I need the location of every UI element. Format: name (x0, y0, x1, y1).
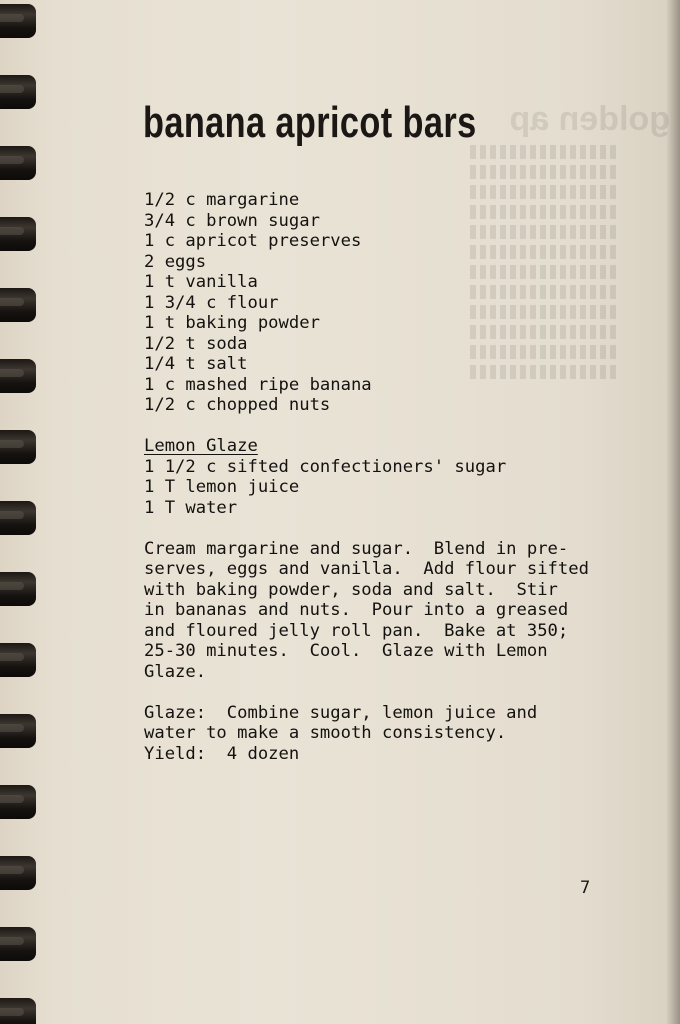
spiral-coil (0, 501, 36, 535)
ingredient-item: 1/4 t salt (144, 354, 248, 374)
spiral-coil (0, 998, 36, 1024)
ingredient-item: 1 c apricot preserves (144, 231, 362, 251)
spiral-binding (0, 0, 40, 1024)
spiral-coil (0, 146, 36, 180)
instruction-line: 25-30 minutes. Cool. Glaze with Lemon (144, 641, 548, 661)
spiral-coil (0, 572, 36, 606)
instructions-paragraph (144, 539, 604, 683)
glaze-heading: Lemon Glaze (144, 436, 258, 456)
ingredient-item: 3/4 c brown sugar (144, 210, 320, 231)
ingredient-item: 1 3/4 c flour (144, 292, 279, 313)
glaze-section (144, 436, 604, 518)
spiral-coil (0, 714, 36, 748)
bleed-through-title: golden ap (509, 100, 670, 138)
glaze-ingredient-item: 1 T lemon juice (144, 477, 300, 497)
spiral-coil (0, 927, 36, 961)
spiral-coil (0, 75, 36, 109)
spiral-coil (0, 785, 36, 819)
spiral-coil (0, 643, 36, 677)
page-number: 7 (580, 878, 591, 898)
instruction-line: serves, eggs and vanilla. Add flour sifted (144, 559, 589, 579)
instruction-line: Cream margarine and sugar. Blend in pre- (144, 538, 569, 559)
spiral-coil (0, 4, 36, 38)
ingredient-item: 2 eggs (144, 251, 207, 272)
spiral-coil (0, 430, 36, 464)
recipe-body (144, 190, 604, 764)
ingredient-item: 1 c mashed ripe banana (144, 374, 372, 395)
instruction-line: and floured jelly roll pan. Bake at 350; (144, 620, 569, 641)
instruction-line: Glaze. (144, 661, 207, 682)
recipe-title: banana apricot bars (143, 98, 477, 147)
instruction-line: with baking powder, soda and salt. Stir (144, 579, 558, 600)
ingredient-item: 1 t vanilla (144, 272, 258, 292)
ingredient-list (144, 190, 604, 416)
glaze-ingredient-item: 1 T water (144, 497, 238, 518)
spiral-coil (0, 856, 36, 890)
ingredient-item: 1/2 c margarine (144, 190, 300, 210)
ingredient-item: 1/2 t soda (144, 333, 248, 354)
spiral-coil (0, 359, 36, 393)
yield-line: Yield: 4 dozen (144, 743, 300, 764)
spiral-coil (0, 288, 36, 322)
glaze-instruction-line: water to make a smooth consistency. (144, 723, 507, 743)
glaze-instruction-line: Glaze: Combine sugar, lemon juice and (144, 702, 538, 723)
spiral-coil (0, 217, 36, 251)
instruction-line: in bananas and nuts. Pour into a greased (144, 600, 569, 620)
glaze-ingredient-item: 1 1/2 c sifted confectioners' sugar (144, 456, 507, 477)
glaze-instructions-paragraph (144, 703, 604, 765)
ingredient-item: 1 t baking powder (144, 313, 320, 333)
ingredient-item: 1/2 c chopped nuts (144, 395, 331, 415)
